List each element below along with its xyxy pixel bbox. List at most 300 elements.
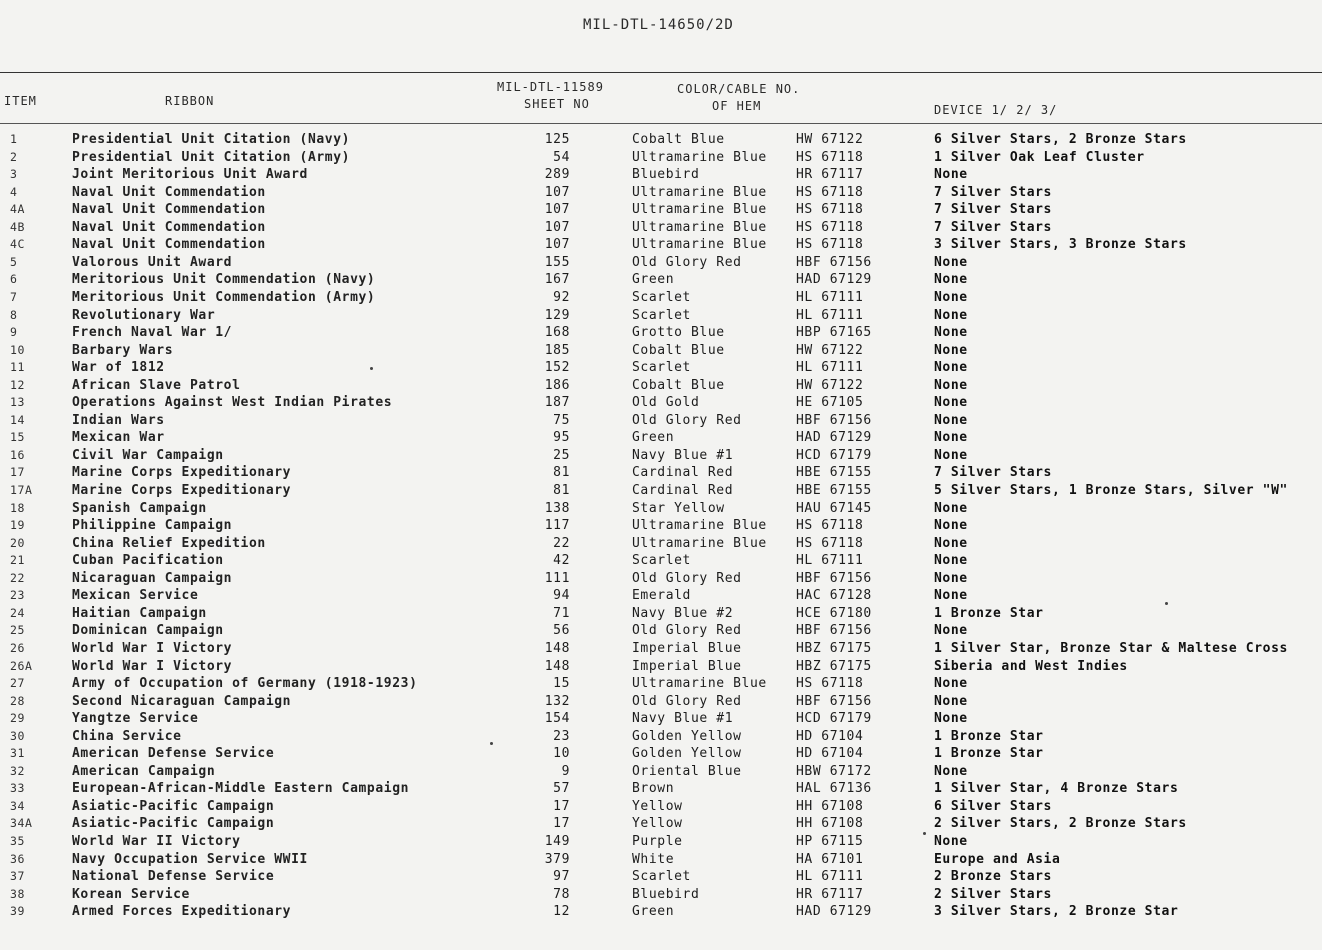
ribbon-color: Star Yellow <box>632 500 725 516</box>
cable-number: HS 67118 <box>796 184 864 200</box>
ribbon-color: Yellow <box>632 798 683 814</box>
cable-number: HCD 67179 <box>796 447 872 463</box>
ribbon-name: Marine Corps Expeditionary <box>72 483 292 498</box>
sheet-number: 54 <box>553 149 570 165</box>
ribbon-name: Revolutionary War <box>72 307 216 323</box>
item-number: 4C <box>10 237 26 252</box>
device-text: None <box>934 623 968 639</box>
table-row <box>0 360 1322 378</box>
header-top-rule <box>0 72 1322 74</box>
ribbon-name: World War I Victory <box>72 658 233 674</box>
sheet-number: 81 <box>553 483 570 498</box>
item-number: 7 <box>10 289 18 304</box>
device-text: None <box>934 676 968 692</box>
item-number: 33 <box>10 781 26 796</box>
item-number: 14 <box>10 412 26 427</box>
item-number: 38 <box>10 886 26 901</box>
sheet-number: 186 <box>544 377 570 393</box>
ribbon-color: Old Gold <box>632 395 700 411</box>
item-number: 1 <box>10 132 18 146</box>
ribbon-name: Naval Unit Commendation <box>72 202 266 218</box>
cable-number: HBF 67156 <box>796 412 872 428</box>
item-number: 23 <box>10 588 26 603</box>
sheet-number: 97 <box>553 869 570 885</box>
sheet-number: 75 <box>553 412 570 428</box>
device-text: 1 Bronze Star <box>934 605 1044 621</box>
ribbon-color: Scarlet <box>632 307 691 323</box>
ribbon-name: Barbary Wars <box>72 342 174 358</box>
table-row <box>0 869 1322 887</box>
ribbon-color: Ultramarine Blue <box>632 518 767 534</box>
ribbon-name: Philippine Campaign <box>72 518 233 534</box>
ribbon-color: Green <box>632 904 675 920</box>
ribbon-color: Cobalt Blue <box>632 342 725 358</box>
sheet-number: 111 <box>544 570 570 586</box>
table-row <box>0 746 1322 764</box>
item-number: 6 <box>10 272 18 287</box>
ribbon-color: Oriental Blue <box>632 763 742 779</box>
sheet-number: 152 <box>544 360 570 376</box>
cable-number: HBZ 67175 <box>796 640 872 656</box>
ribbon-color: Cobalt Blue <box>632 132 725 147</box>
table-row <box>0 448 1322 466</box>
table-row <box>0 887 1322 905</box>
item-number: 20 <box>10 535 26 550</box>
item-number: 30 <box>10 728 26 743</box>
cable-number: HAD 67129 <box>796 904 872 920</box>
cable-number: HBP 67165 <box>796 325 872 341</box>
ribbon-color: Ultramarine Blue <box>632 184 767 200</box>
device-text: Europe and Asia <box>934 851 1061 867</box>
cable-number: HAL 67136 <box>796 781 872 797</box>
scan-speck <box>1165 602 1168 605</box>
ribbon-color: Navy Blue #1 <box>632 447 734 463</box>
cable-number: HH 67108 <box>796 798 864 814</box>
ribbon-name: Marine Corps Expeditionary <box>72 465 292 481</box>
cable-number: HS 67118 <box>796 202 864 218</box>
table-row <box>0 430 1322 448</box>
ribbon-color: Old Glory Red <box>632 254 742 270</box>
table-row <box>0 694 1322 712</box>
ribbon-name: American Defense Service <box>72 746 275 762</box>
ribbon-color: White <box>632 851 675 867</box>
sheet-number: 12 <box>553 904 570 920</box>
sheet-number: 155 <box>544 254 570 270</box>
device-text: None <box>934 430 968 446</box>
cable-number: HS 67118 <box>796 535 864 551</box>
device-text: 1 Silver Star, Bronze Star & Maltese Cross <box>934 640 1288 656</box>
device-text: None <box>934 553 968 569</box>
ribbon-color: Green <box>632 430 675 446</box>
device-text: 6 Silver Stars, 2 Bronze Stars <box>934 132 1187 147</box>
table-row <box>0 711 1322 729</box>
sheet-number: 125 <box>544 132 570 147</box>
ribbon-name: Asiatic-Pacific Campaign <box>72 816 275 832</box>
sheet-number: 94 <box>553 588 570 604</box>
document-title: MIL-DTL-14650/2D <box>583 17 734 33</box>
cable-number: HW 67122 <box>796 342 864 358</box>
item-number: 2 <box>10 149 18 164</box>
ribbon-color: Yellow <box>632 816 683 832</box>
ribbon-name: China Relief Expedition <box>72 535 266 551</box>
ribbon-name: World War I Victory <box>72 640 233 656</box>
device-text: 1 Silver Star, 4 Bronze Stars <box>934 781 1179 797</box>
table-row <box>0 536 1322 554</box>
item-number: 3 <box>10 167 18 182</box>
ribbon-color: Purple <box>632 834 683 849</box>
table-row <box>0 378 1322 396</box>
device-text: 1 Silver Oak Leaf Cluster <box>934 149 1145 165</box>
header-sheet-spec: MIL-DTL-11589 <box>497 80 604 94</box>
sheet-number: 22 <box>553 535 570 551</box>
ribbon-color: Imperial Blue <box>632 658 742 674</box>
device-text: Siberia and West Indies <box>934 658 1128 674</box>
header-item: ITEM <box>4 94 37 108</box>
item-number: 4B <box>10 219 26 234</box>
item-number: 17A <box>10 483 33 497</box>
ribbon-color: Ultramarine Blue <box>632 237 767 253</box>
item-number: 24 <box>10 605 26 620</box>
sheet-number: 15 <box>553 676 570 692</box>
ribbon-color: Imperial Blue <box>632 640 742 656</box>
sheet-number: 289 <box>544 167 570 183</box>
cable-number: HBF 67156 <box>796 693 872 709</box>
item-number: 5 <box>10 254 18 269</box>
sheet-number: 185 <box>544 342 570 358</box>
ribbon-color: Ultramarine Blue <box>632 149 767 165</box>
ribbon-name: Operations Against West Indian Pirates <box>72 395 393 411</box>
table-row <box>0 150 1322 168</box>
ribbon-name: Meritorious Unit Commendation (Navy) <box>72 272 376 288</box>
device-text: None <box>934 167 968 183</box>
sheet-number: 107 <box>544 219 570 235</box>
sheet-number: 78 <box>553 886 570 902</box>
cable-number: HBW 67172 <box>796 763 872 779</box>
sheet-number: 149 <box>544 834 570 849</box>
ribbon-name: Spanish Campaign <box>72 500 207 516</box>
sheet-number: 168 <box>544 325 570 341</box>
ribbon-color: Ultramarine Blue <box>632 202 767 218</box>
ribbon-color: Old Glory Red <box>632 693 742 709</box>
device-text: None <box>934 500 968 516</box>
ribbon-color: Old Glory Red <box>632 623 742 639</box>
sheet-number: 17 <box>553 798 570 814</box>
ribbon-color: Emerald <box>632 588 691 604</box>
cable-number: HE 67105 <box>796 395 864 411</box>
ribbon-name: Army of Occupation of Germany (1918-1923) <box>72 676 418 692</box>
ribbon-name: Naval Unit Commendation <box>72 219 266 235</box>
cable-number: HL 67111 <box>796 869 864 885</box>
cable-number: HBZ 67175 <box>796 658 872 674</box>
cable-number: HBF 67156 <box>796 254 872 270</box>
device-text: None <box>934 412 968 428</box>
ribbon-name: Second Nicaraguan Campaign <box>72 693 292 709</box>
ribbon-color: Bluebird <box>632 886 700 902</box>
table-row <box>0 659 1322 677</box>
header-device: DEVICE 1/ 2/ 3/ <box>934 103 1058 117</box>
cable-number: HL 67111 <box>796 553 864 569</box>
table-row <box>0 623 1322 641</box>
ribbon-name: Presidential Unit Citation (Navy) <box>72 132 351 147</box>
ribbon-name: Korean Service <box>72 886 190 902</box>
table-row <box>0 167 1322 185</box>
table-row <box>0 571 1322 589</box>
sheet-number: 138 <box>544 500 570 516</box>
cable-number: HL 67111 <box>796 307 864 323</box>
ribbon-name: Joint Meritorious Unit Award <box>72 167 308 183</box>
ribbon-name: Navy Occupation Service WWII <box>72 851 308 867</box>
device-text: None <box>934 693 968 709</box>
ribbon-name: Nicaraguan Campaign <box>72 570 233 586</box>
ribbon-color: Old Glory Red <box>632 570 742 586</box>
sheet-number: 107 <box>544 202 570 218</box>
item-number: 37 <box>10 869 26 884</box>
ribbon-color: Cardinal Red <box>632 465 734 481</box>
ribbon-color: Scarlet <box>632 289 691 305</box>
table-row <box>0 729 1322 747</box>
cable-number: HA 67101 <box>796 851 864 867</box>
ribbon-name: Presidential Unit Citation (Army) <box>72 149 351 165</box>
ribbon-name: Naval Unit Commendation <box>72 237 266 253</box>
item-number: 36 <box>10 851 26 866</box>
item-number: 21 <box>10 553 26 568</box>
sheet-number: 167 <box>544 272 570 288</box>
item-number: 39 <box>10 904 26 919</box>
table-row <box>0 799 1322 817</box>
device-text: None <box>934 272 968 288</box>
ribbon-name: National Defense Service <box>72 869 275 885</box>
sheet-number: 117 <box>544 518 570 534</box>
item-number: 17 <box>10 465 26 480</box>
cable-number: HCD 67179 <box>796 711 872 727</box>
table-row <box>0 465 1322 483</box>
cable-number: HL 67111 <box>796 360 864 376</box>
device-text: 7 Silver Stars <box>934 465 1052 481</box>
item-number: 16 <box>10 447 26 462</box>
table-row <box>0 904 1322 922</box>
table-row <box>0 518 1322 536</box>
device-text: None <box>934 570 968 586</box>
table-row <box>0 185 1322 203</box>
cable-number: HD 67104 <box>796 728 864 744</box>
cable-number: HH 67108 <box>796 816 864 832</box>
device-text: 3 Silver Stars, 3 Bronze Stars <box>934 237 1187 253</box>
device-text: 6 Silver Stars <box>934 798 1052 814</box>
table-row <box>0 606 1322 624</box>
header-ribbon: RIBBON <box>165 94 215 108</box>
ribbon-color: Scarlet <box>632 360 691 376</box>
item-number: 32 <box>10 763 26 778</box>
ribbon-name: Dominican Campaign <box>72 623 224 639</box>
device-text: None <box>934 711 968 727</box>
ribbon-color: Cobalt Blue <box>632 377 725 393</box>
device-text: None <box>934 588 968 604</box>
ribbon-color: Ultramarine Blue <box>632 219 767 235</box>
sheet-number: 81 <box>553 465 570 481</box>
table-row <box>0 816 1322 834</box>
ribbon-color: Old Glory Red <box>632 412 742 428</box>
ribbon-color: Brown <box>632 781 675 797</box>
table-row <box>0 237 1322 255</box>
cable-number: HR 67117 <box>796 167 864 183</box>
cable-number: HS 67118 <box>796 219 864 235</box>
device-text: None <box>934 325 968 341</box>
ribbon-color: Golden Yellow <box>632 728 742 744</box>
header-color-cable: COLOR/CABLE NO. <box>677 82 801 96</box>
item-number: 26A <box>10 658 33 673</box>
table-row <box>0 220 1322 238</box>
cable-number: HS 67118 <box>796 518 864 534</box>
ribbon-color: Golden Yellow <box>632 746 742 762</box>
device-text: None <box>934 395 968 411</box>
item-number: 9 <box>10 325 18 340</box>
ribbon-name: European-African-Middle Eastern Campaign <box>72 781 410 797</box>
device-text: None <box>934 342 968 358</box>
item-number: 11 <box>10 360 26 375</box>
cable-number: HBF 67156 <box>796 623 872 639</box>
ribbon-color: Bluebird <box>632 167 700 183</box>
table-row <box>0 272 1322 290</box>
device-text: None <box>934 834 968 849</box>
table-row <box>0 325 1322 343</box>
sheet-number: 154 <box>544 711 570 727</box>
device-text: None <box>934 307 968 323</box>
cable-number: HAC 67128 <box>796 588 872 604</box>
scan-speck <box>923 832 926 835</box>
cable-number: HL 67111 <box>796 289 864 305</box>
ribbon-name: Valorous Unit Award <box>72 254 233 270</box>
table-row <box>0 676 1322 694</box>
device-text: None <box>934 518 968 534</box>
ribbon-color: Navy Blue #2 <box>632 605 734 621</box>
item-number: 27 <box>10 676 26 691</box>
ribbon-name: World War II Victory <box>72 834 241 849</box>
ribbon-color: Scarlet <box>632 869 691 885</box>
sheet-number: 107 <box>544 237 570 253</box>
table-row <box>0 764 1322 782</box>
ribbon-color: Ultramarine Blue <box>632 535 767 551</box>
device-text: 2 Silver Stars <box>934 886 1052 902</box>
table-row <box>0 483 1322 501</box>
table-row <box>0 202 1322 220</box>
cable-number: HS 67118 <box>796 237 864 253</box>
sheet-number: 129 <box>544 307 570 323</box>
item-number: 34A <box>10 816 33 831</box>
cable-number: HBF 67156 <box>796 570 872 586</box>
item-number: 35 <box>10 834 26 848</box>
table-row <box>0 290 1322 308</box>
sheet-number: 23 <box>553 728 570 744</box>
item-number: 22 <box>10 570 26 585</box>
sheet-number: 10 <box>553 746 570 762</box>
cable-number: HAD 67129 <box>796 430 872 446</box>
ribbon-name: African Slave Patrol <box>72 377 241 393</box>
item-number: 26 <box>10 640 26 655</box>
device-text: 3 Silver Stars, 2 Bronze Star <box>934 904 1179 920</box>
ribbon-name: China Service <box>72 728 182 744</box>
device-text: None <box>934 360 968 376</box>
device-text: 1 Bronze Star <box>934 746 1044 762</box>
cable-number: HS 67118 <box>796 676 864 692</box>
table-row <box>0 501 1322 519</box>
table-row <box>0 641 1322 659</box>
sheet-number: 92 <box>553 289 570 305</box>
device-text: None <box>934 377 968 393</box>
sheet-number: 148 <box>544 658 570 674</box>
item-number: 13 <box>10 395 26 410</box>
ribbon-name: Indian Wars <box>72 412 165 428</box>
ribbon-name: Haitian Campaign <box>72 605 207 621</box>
ribbon-color: Grotto Blue <box>632 325 725 341</box>
sheet-number: 148 <box>544 640 570 656</box>
table-row <box>0 255 1322 273</box>
table-row <box>0 553 1322 571</box>
cable-number: HAD 67129 <box>796 272 872 288</box>
table-row <box>0 343 1322 361</box>
table-row <box>0 781 1322 799</box>
table-row <box>0 588 1322 606</box>
cable-number: HBE 67155 <box>796 483 872 498</box>
sheet-number: 57 <box>553 781 570 797</box>
ribbon-name: Asiatic-Pacific Campaign <box>72 798 275 814</box>
device-text: None <box>934 763 968 779</box>
ribbon-name: Meritorious Unit Commendation (Army) <box>72 289 376 305</box>
device-text: 5 Silver Stars, 1 Bronze Stars, Silver "W" <box>934 483 1288 498</box>
sheet-number: 107 <box>544 184 570 200</box>
device-text: 7 Silver Stars <box>934 202 1052 218</box>
ribbon-name: Naval Unit Commendation <box>72 184 266 200</box>
item-number: 8 <box>10 307 18 322</box>
device-text: 2 Bronze Stars <box>934 869 1052 885</box>
header-sheet-no: SHEET NO <box>524 97 590 111</box>
header-color-hem: OF HEM <box>712 99 762 113</box>
sheet-number: 9 <box>561 763 570 779</box>
cable-number: HD 67104 <box>796 746 864 762</box>
cable-number: HW 67122 <box>796 132 864 147</box>
ribbon-color: Navy Blue #1 <box>632 711 734 727</box>
ribbon-name: Mexican War <box>72 430 165 446</box>
device-text: 1 Bronze Star <box>934 728 1044 744</box>
sheet-number: 17 <box>553 816 570 832</box>
cable-number: HR 67117 <box>796 886 864 902</box>
ribbon-name: Cuban Pacification <box>72 553 224 569</box>
item-number: 34 <box>10 798 26 813</box>
table-row <box>0 308 1322 326</box>
item-number: 4A <box>10 202 26 217</box>
ribbon-name: Mexican Service <box>72 588 199 604</box>
scan-speck <box>490 742 493 745</box>
sheet-number: 25 <box>553 447 570 463</box>
device-text: 7 Silver Stars <box>934 219 1052 235</box>
table-row <box>0 395 1322 413</box>
sheet-number: 187 <box>544 395 570 411</box>
item-number: 25 <box>10 623 26 638</box>
ribbon-name: War of 1812 <box>72 360 165 376</box>
scan-speck <box>370 367 373 370</box>
item-number: 15 <box>10 430 26 445</box>
item-number: 19 <box>10 518 26 533</box>
device-text: 2 Silver Stars, 2 Bronze Stars <box>934 816 1187 832</box>
ribbon-color: Green <box>632 272 675 288</box>
device-text: None <box>934 289 968 305</box>
item-number: 28 <box>10 693 26 708</box>
sheet-number: 56 <box>553 623 570 639</box>
item-number: 12 <box>10 377 26 392</box>
item-number: 10 <box>10 342 26 357</box>
cable-number: HAU 67145 <box>796 500 872 516</box>
item-number: 29 <box>10 711 26 726</box>
sheet-number: 71 <box>553 605 570 621</box>
